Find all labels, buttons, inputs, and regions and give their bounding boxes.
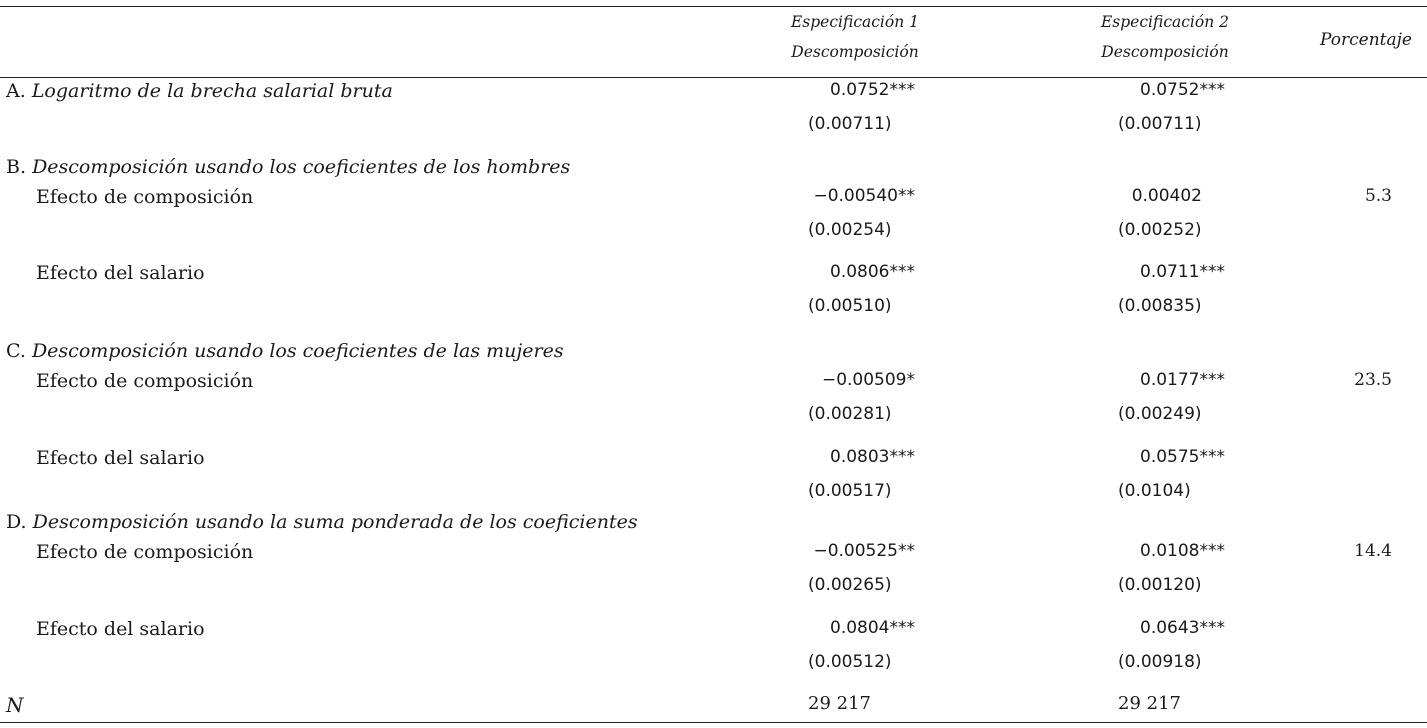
a-spec1-value: 0.0752***: [830, 80, 915, 100]
b-sal-spec1-se: (0.00510): [808, 296, 892, 316]
b-sal-spec2-se: (0.00835): [1118, 296, 1202, 316]
c-sal-spec1-se: (0.00517): [808, 481, 892, 501]
b-sal-spec1-value: 0.0806***: [830, 262, 915, 282]
c-salary-label: Efecto del salario: [36, 447, 205, 469]
b-comp-percentage: 5.3: [1364, 186, 1392, 206]
d-comp-spec1-se: (0.00265): [808, 575, 892, 595]
d-composition-label: Efecto de composición: [36, 541, 254, 563]
a-spec2-se: (0.00711): [1118, 114, 1202, 134]
a-spec2-value: 0.0752***: [1140, 80, 1225, 100]
c-comp-spec1-se: (0.00281): [808, 404, 892, 424]
n-spec1-value: 29 217: [808, 693, 871, 714]
spec1-header-line2: Descomposición: [791, 43, 919, 61]
section-b-letter: B.: [6, 156, 27, 178]
section-a-letter: A.: [6, 80, 26, 102]
c-comp-spec1-value: −0.00509*: [821, 370, 915, 390]
spec2-header-line2: Descomposición: [1101, 43, 1229, 61]
section-b-title: Descomposición usando los coeficientes de los hombres: [32, 156, 571, 178]
section-c-letter: C.: [6, 340, 26, 362]
section-d-heading: [6, 513, 638, 532]
section-c-heading: [6, 342, 564, 361]
d-salary-label: Efecto del salario: [36, 618, 205, 640]
b-sal-spec2-value: 0.0711***: [1140, 262, 1225, 282]
spec2-header-line1: Especificación 2: [1100, 13, 1229, 31]
section-d-title: Descomposición usando la suma ponderada de los coeficientes: [32, 511, 638, 533]
section-b-heading: [6, 158, 570, 177]
c-sal-spec2-se: (0.0104): [1118, 481, 1191, 501]
spec1-header-line1: Especificación 1: [790, 13, 919, 31]
d-sal-spec2-se: (0.00918): [1118, 652, 1202, 672]
b-composition-label: Efecto de composición: [36, 186, 254, 208]
c-comp-percentage: 23.5: [1354, 370, 1392, 390]
n-spec2-value: 29 217: [1118, 693, 1181, 714]
d-comp-spec2-se: (0.00120): [1118, 575, 1202, 595]
c-sal-spec2-value: 0.0575***: [1140, 447, 1225, 467]
section-a-title: Logaritmo de la brecha salarial bruta: [31, 80, 393, 102]
section-a-heading: [6, 82, 393, 101]
d-sal-spec1-value: 0.0804***: [830, 618, 915, 638]
c-comp-spec2-se: (0.00249): [1118, 404, 1202, 424]
d-comp-spec2-value: 0.0108***: [1140, 541, 1225, 561]
d-comp-spec1-value: −0.00525**: [813, 541, 915, 561]
c-comp-spec2-value: 0.0177***: [1140, 370, 1225, 390]
b-salary-label: Efecto del salario: [36, 262, 205, 284]
bottom-rule: [0, 722, 1427, 723]
n-label: N: [6, 693, 24, 717]
d-comp-percentage: 14.4: [1354, 541, 1392, 561]
section-c-title: Descomposición usando los coeficientes de las mujeres: [31, 340, 564, 362]
section-d-letter: D.: [6, 511, 27, 533]
header-rule: [0, 77, 1427, 78]
c-composition-label: Efecto de composición: [36, 370, 254, 392]
d-sal-spec2-value: 0.0643***: [1140, 618, 1225, 638]
b-comp-spec2-se: (0.00252): [1118, 220, 1202, 240]
porcentaje-header: Porcentaje: [1320, 30, 1412, 50]
b-comp-spec2-value: 0.00402: [1131, 186, 1202, 206]
c-sal-spec1-value: 0.0803***: [830, 447, 915, 467]
d-sal-spec1-se: (0.00512): [808, 652, 892, 672]
top-rule: [0, 6, 1427, 7]
b-comp-spec1-value: −0.00540**: [813, 186, 915, 206]
b-comp-spec1-se: (0.00254): [808, 220, 892, 240]
a-spec1-se: (0.00711): [808, 114, 892, 134]
